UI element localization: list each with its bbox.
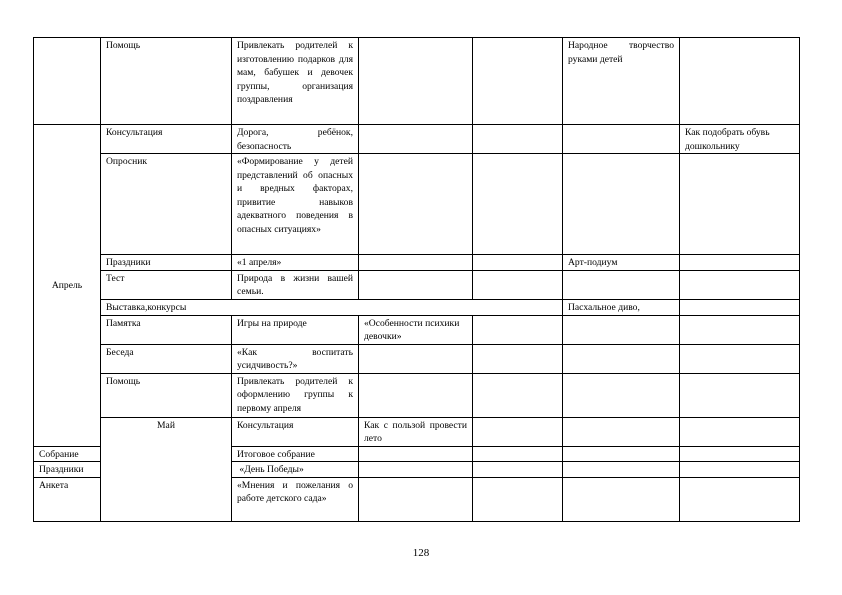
empty-cell	[563, 344, 680, 373]
event-topic-cell: Природа в жизни вашей семьи.	[232, 270, 359, 299]
empty-cell	[680, 255, 800, 271]
month-cell-april: Апрель	[34, 125, 101, 447]
event-topic-cell: «День Победы»	[232, 462, 359, 478]
empty-cell	[563, 125, 680, 154]
empty-cell	[563, 270, 680, 299]
event-topic-cell: Как с пользой провести лето	[359, 417, 473, 446]
empty-cell	[680, 38, 800, 125]
empty-cell	[473, 255, 563, 271]
empty-cell	[473, 373, 563, 417]
empty-cell	[563, 446, 680, 462]
event-type-cell: Выставка,конкурсы	[101, 299, 563, 315]
event-type-cell: Собрание	[34, 446, 101, 462]
empty-cell	[359, 154, 473, 255]
empty-cell	[359, 373, 473, 417]
event-type-cell: Помощь	[101, 373, 232, 417]
empty-cell	[473, 154, 563, 255]
table-row	[34, 38, 800, 125]
empty-cell	[563, 417, 680, 446]
empty-cell	[680, 154, 800, 255]
empty-cell	[680, 462, 800, 478]
empty-cell	[473, 38, 563, 125]
event-topic-cell: «Мнения и пожелания о работе детского сада»	[232, 477, 359, 521]
table-row	[34, 299, 800, 315]
event-topic-cell: Итоговое собрание	[232, 446, 359, 462]
table-row	[34, 270, 800, 299]
event-type-cell: Консультация	[101, 125, 232, 154]
empty-cell	[473, 344, 563, 373]
empty-cell	[473, 446, 563, 462]
activity-cell: «Особенности психики девочки»	[359, 315, 473, 344]
event-topic-cell: Дорога, ребёнок, безопасность	[232, 125, 359, 154]
empty-cell	[359, 38, 473, 125]
event-topic-cell: Привлекать родителей к изготовлению подарков для мам, бабушек и девочек группы, организация поздравления	[232, 38, 359, 125]
empty-cell	[563, 154, 680, 255]
activity-cell: Народное творчество руками детей	[563, 38, 680, 125]
event-type-cell: Праздники	[101, 255, 232, 271]
empty-cell	[359, 255, 473, 271]
event-topic-cell: Привлекать родителей к оформлению группы к первому апреля	[232, 373, 359, 417]
empty-cell	[359, 477, 473, 521]
table-row	[34, 344, 800, 373]
empty-cell	[563, 462, 680, 478]
event-type-cell: Тест	[101, 270, 232, 299]
empty-cell	[680, 270, 800, 299]
event-type-cell: Опросник	[101, 154, 232, 255]
empty-cell	[359, 270, 473, 299]
event-type-cell: Консультация	[232, 417, 359, 446]
empty-cell	[680, 315, 800, 344]
event-topic-cell: «Как воспитать усидчивость?»	[232, 344, 359, 373]
empty-cell	[680, 417, 800, 446]
empty-cell	[680, 299, 800, 315]
empty-cell	[680, 344, 800, 373]
event-type-cell: Помощь	[101, 38, 232, 125]
empty-cell	[359, 125, 473, 154]
table-row	[34, 373, 800, 417]
empty-cell	[563, 373, 680, 417]
empty-cell	[680, 477, 800, 521]
table-row	[34, 315, 800, 344]
month-cell-may: Май	[101, 417, 232, 521]
activity-cell: Арт-подиум	[563, 255, 680, 271]
event-topic-cell: Игры на природе	[232, 315, 359, 344]
table-row	[34, 154, 800, 255]
event-topic-cell: «Формирование у детей представлений об опасных и вредных факторах, привитие навыков адекватного поведения в опасных ситуациях»	[232, 154, 359, 255]
activity-cell: Пасхальное диво,	[563, 299, 680, 315]
empty-cell	[473, 125, 563, 154]
empty-cell	[359, 446, 473, 462]
empty-cell	[359, 462, 473, 478]
page-number: 128	[412, 547, 430, 559]
empty-cell	[473, 462, 563, 478]
empty-cell	[359, 344, 473, 373]
parent-work-plan-table	[33, 37, 800, 522]
event-type-cell: Памятка	[101, 315, 232, 344]
table-row	[34, 125, 800, 154]
table-row	[34, 255, 800, 271]
empty-cell	[680, 373, 800, 417]
table-row	[34, 417, 800, 446]
event-type-cell: Анкета	[34, 477, 101, 521]
activity-cell: Как подобрать обувь дошкольнику	[680, 125, 800, 154]
empty-cell	[680, 446, 800, 462]
empty-cell	[473, 315, 563, 344]
empty-cell	[473, 270, 563, 299]
event-type-cell: Праздники	[34, 462, 101, 478]
event-topic-cell: «1 апреля»	[232, 255, 359, 271]
event-type-cell: Беседа	[101, 344, 232, 373]
empty-cell	[473, 477, 563, 521]
empty-cell	[563, 477, 680, 521]
month-cell	[34, 38, 101, 125]
empty-cell	[473, 417, 563, 446]
empty-cell	[563, 315, 680, 344]
